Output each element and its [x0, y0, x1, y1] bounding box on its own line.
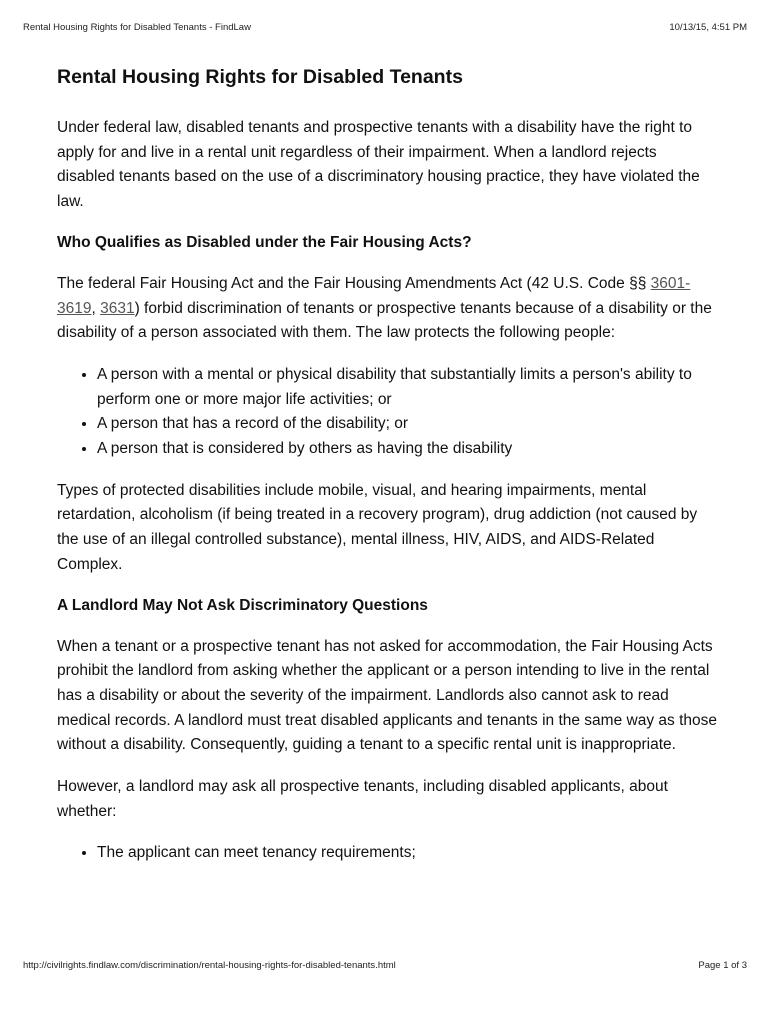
footer-url: http://civilrights.findlaw.com/discrimination/rental-housing-rights-for-disabled-tenants.html — [23, 960, 396, 971]
paragraph-text: The federal Fair Housing Act and the Fair Housing Amendments Act (42 U.S. Code §§ — [57, 274, 651, 292]
link-3601-3619[interactable]: 3601-3619 — [57, 274, 691, 317]
protected-disabilities-paragraph: Types of protected disabilities include mobile, visual, and hearing impairments, mental retardation, alcoholism (if being treated in a recovery program), drug addiction (not caused by the use of an illegal controlled substance), mental illness, HIV, AIDS, and AIDS-Related Complex. — [57, 481, 698, 573]
intro-paragraph: Under federal law, disabled tenants and prospective tenants with a disability have the right to apply for and live in a rental unit regardless of their impairment. When a landlord rejects disabled tenants based on the use of a discriminatory housing practice, they have violated the law. — [57, 119, 700, 211]
landlord-questions-paragraph: When a tenant or a prospective tenant has not asked for accommodation, the Fair Housing Acts prohibit the landlord from asking whether the applicant or a person intending to live in the rental has a disability or about the severity of the impairment. Landlords also cannot ask to read medical records. A landlord must treat disabled applicants and tenants in the same way as those without a disability. Consequently, guiding a tenant to a specific rental unit is inappropriate. — [57, 637, 717, 754]
landlord-may-ask-paragraph: However, a landlord may ask all prospective tenants, including disabled applicants, about whether: — [57, 778, 668, 820]
article-title: Rental Housing Rights for Disabled Tenants — [57, 66, 463, 88]
fair-housing-act-paragraph — [57, 272, 717, 346]
list-item: • The applicant can meet tenancy requirements; — [97, 841, 717, 866]
tenancy-questions-list — [57, 841, 717, 866]
header-page-title: Rental Housing Rights for Disabled Tenants - FindLaw — [23, 22, 251, 33]
list-item: • A person with a mental or physical disability that substantially limits a person's ability to perform one or more major life activities; or — [97, 363, 717, 412]
footer-page-number: Page 1 of 3 — [698, 960, 747, 971]
section-heading-who-qualifies: Who Qualifies as Disabled under the Fair Housing Acts? — [57, 233, 472, 251]
header-datetime: 10/13/15, 4:51 PM — [669, 22, 747, 33]
list-item: • A person that has a record of the disability; or — [97, 412, 717, 437]
protected-people-list — [57, 363, 717, 462]
list-item: • A person that is considered by others as having the disability — [97, 437, 717, 462]
link-3631[interactable]: 3631 — [100, 299, 135, 317]
article-content — [57, 62, 717, 883]
print-footer — [23, 960, 747, 971]
paragraph-text: ) forbid discrimination of tenants or prospective tenants because of a disability or the disability of a person associated with them. The law protects the following people: — [57, 299, 712, 342]
link-separator: , — [91, 299, 101, 317]
print-header — [23, 22, 747, 33]
section-heading-discriminatory-questions: A Landlord May Not Ask Discriminatory Questions — [57, 596, 428, 614]
